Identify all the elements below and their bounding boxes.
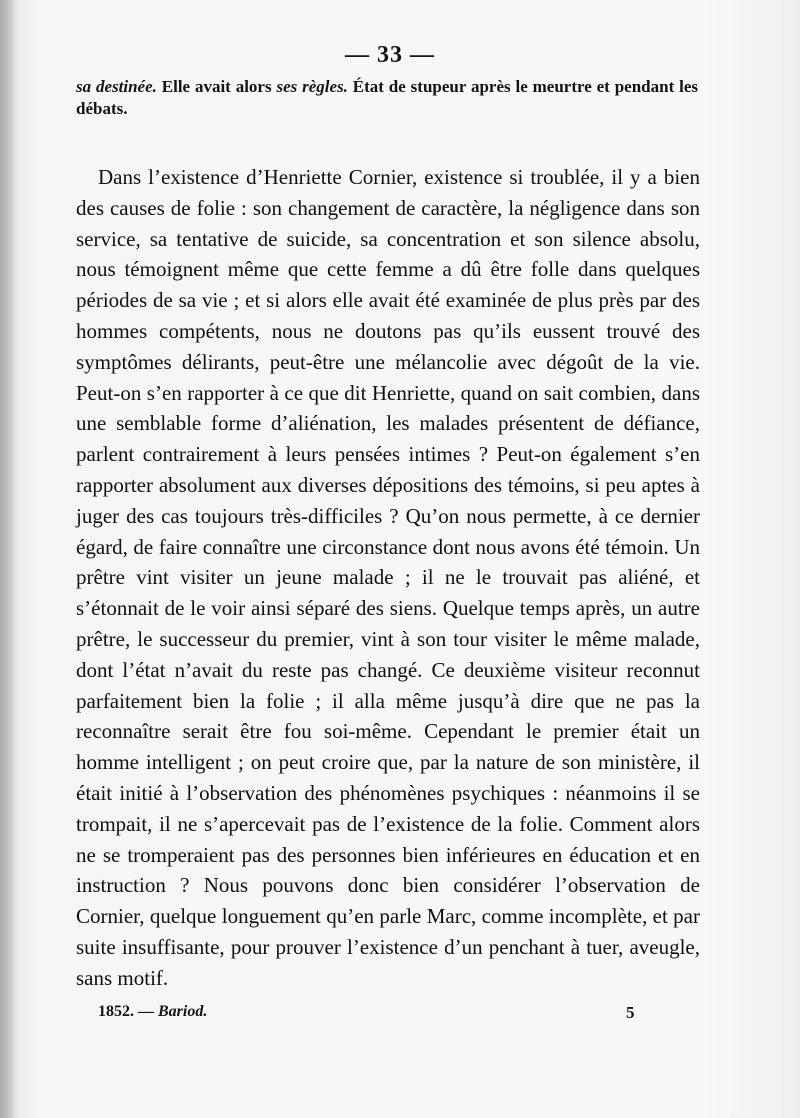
binding-shadow [0,0,18,1118]
signature-author: Bariod. [158,1003,208,1020]
signature-mark [98,1003,207,1021]
footnote-text-1: Elle avait alors [156,77,277,96]
footnote-italic-1: sa destinée. [76,77,157,96]
footnote-continuation [76,76,698,120]
page-number: — 33 — [345,42,435,68]
footnote-italic-2: ses règles. [276,77,348,96]
sheet-number: 5 [626,1003,635,1022]
signature-year: 1852. — [98,1003,158,1020]
main-paragraph: Dans l’existence d’Henriette Cornier, existence si troublée, il y a bien des causes de folie : son changement de caractère, la négligence dans son service, sa tentative de suicide, sa concentration et son silence absolu, nous témoignent même que cette femme a dû être folle dans quelques périodes de sa vie ; et si alors elle avait été examinée de plus près par des hommes compétents, nous ne doutons pas qu’ils eussent trouvé des symptômes délirants, peut-être une mélancolie avec dégoût de la vie. Peut-on s’en rapporter à ce que dit Henriette, quand on sait combien, dans une semblable forme d’aliénation, les malades présentent de défiance, parlent contrairement à leurs pensées intimes ? Peut-on également s’en rapporter absolument aux diverses dépositions des témoins, si peu aptes à juger des cas toujours très-difficiles ? Qu’on nous permette, à ce dernier égard, de faire connaître une circonstance dont nous avons été témoin. Un prêtre vint visiter un jeune malade ; il ne le trouvait pas aliéné, et s’étonnait de le voir ainsi séparé des siens. Quelque temps après, un autre prêtre, le successeur du premier, vint à son tour visiter le même malade, dont l’état n’avait du reste pas changé. Ce deuxième visiteur reconnut parfaitement bien la folie ; il alla même jusqu’à dire que ne pas la reconnaître serait être fou soi-même. Cependant le premier était un homme intelligent ; on peut croire que, par la nature de son ministère, il était initié à l’observation des phénomènes psychiques : néanmoins il se trompait, il ne s’apercevait pas de l’existence de la folie. Comment alors ne se tromperaient pas des personnes bien inférieures en éducation et en instruction ? Nous pouvons donc bien considérer l’observation de Cornier, quelque longuement qu’en parle Marc, comme incomplète, et par suite insuffisante, pour prouver l’existence d’un penchant à tuer, aveugle, sans motif. [76,165,700,990]
footnote-text-2: État de stupeur après le meurtre et pendant les débats. [76,77,698,118]
